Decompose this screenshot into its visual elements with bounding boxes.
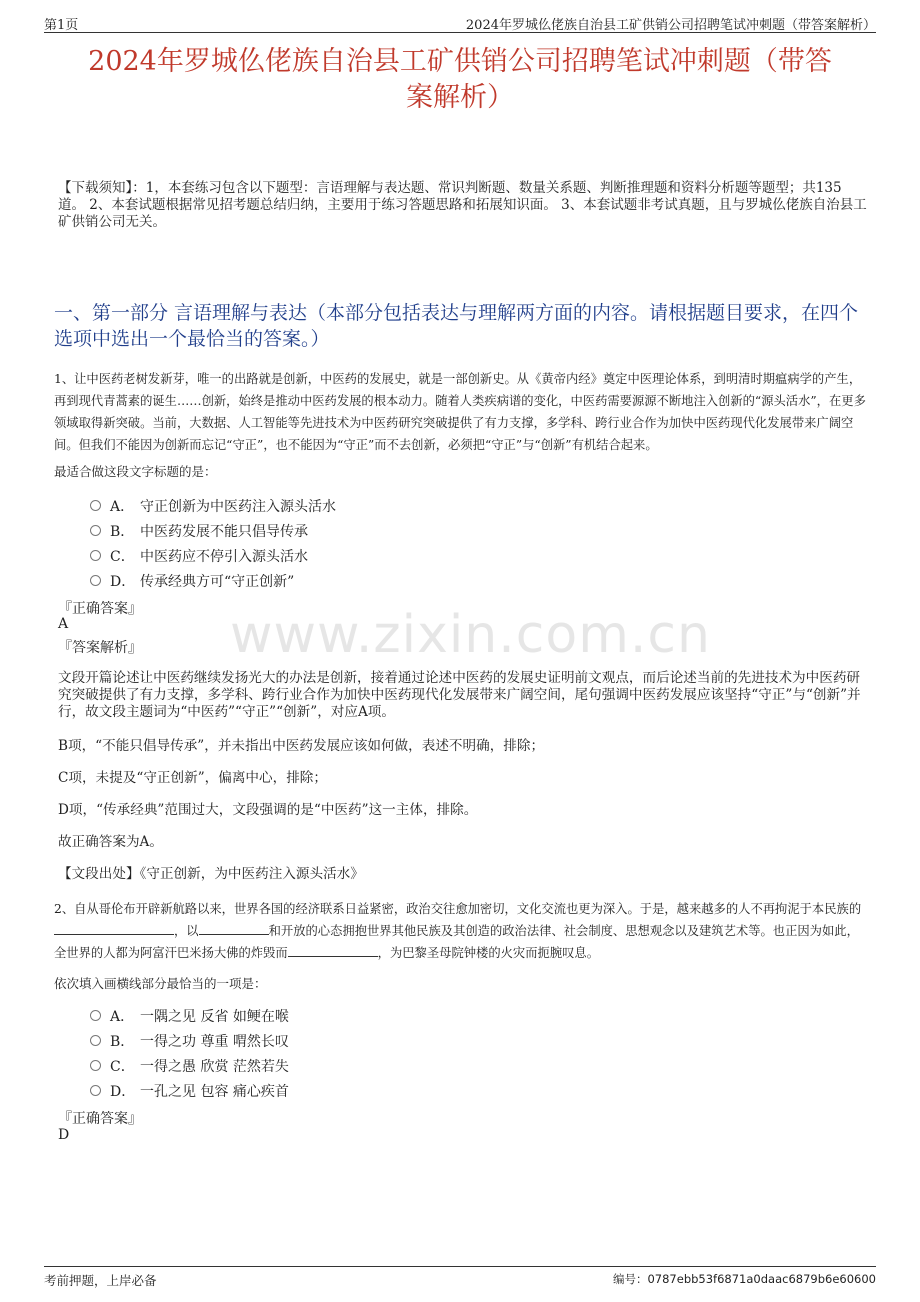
question-1-analysis-label: 『答案解析』 (58, 640, 142, 656)
question-1-option-c[interactable] (90, 543, 336, 568)
header-doc-title: 2024年罗城仫佬族自治县工矿供销公司招聘笔试冲刺题（带答案解析） (465, 18, 876, 33)
option-text: 中医药发展不能只倡导传承 (140, 523, 308, 540)
radio-icon[interactable] (90, 1035, 101, 1046)
question-1-prompt: 最适合做这段文字标题的是： (54, 464, 217, 479)
radio-icon[interactable] (90, 550, 101, 561)
option-text: 守正创新为中医药注入源头活水 (140, 498, 336, 515)
question-1-answer: A (58, 616, 69, 632)
question-2-text-part-4: ，为巴黎圣母院钟楼的火灾而扼腕叹息。 (377, 946, 600, 960)
radio-icon[interactable] (90, 525, 101, 536)
question-1-option-b[interactable] (90, 518, 336, 543)
question-1-analysis-p5: 故正确答案为A。 (58, 834, 163, 850)
radio-icon[interactable] (90, 1010, 101, 1021)
page-number: 第1页 (44, 18, 79, 33)
option-letter: A． (110, 1008, 135, 1025)
question-2-text-part-1: 2、自从哥伦布开辟新航路以来，世界各国的经济联系日益紧密，政治交往愈加密切，文化交流也更为深入。于是，越来越多的人不再拘泥于本民族的 (54, 902, 862, 916)
option-letter: A． (110, 498, 135, 515)
question-2-options (90, 1003, 289, 1103)
page-header (44, 12, 876, 33)
blank-1[interactable] (54, 922, 174, 935)
option-text: 一孔之见 包容 痛心疾首 (140, 1083, 289, 1100)
radio-icon[interactable] (90, 500, 101, 511)
question-2-option-c[interactable] (90, 1053, 289, 1078)
question-1-option-a[interactable] (90, 493, 336, 518)
question-1-analysis-p2: B项，“不能只倡导传承”，并未指出中医药发展应该如何做，表述不明确，排除； (58, 738, 545, 754)
footer-slogan: 考前押题，上岸必备 (44, 1273, 157, 1288)
blank-3[interactable] (288, 944, 378, 957)
option-text: 一隅之见 反省 如鲠在喉 (140, 1008, 289, 1025)
question-1-analysis-p1: 文段开篇论述让中医药继续发扬光大的办法是创新，接着通过论述中医药的发展史证明前文观点，而后论述当前的先进技术为中医药研究突破提供了有力支撑，多学科、跨行业合作为加快中医药现代化发展带来广阔空间，尾句强调中医药发展应该坚持“守正”与“创新”并行，故文段主题词为“中医药”“守正”“创新”，对应A项。 (58, 670, 861, 720)
document-title (50, 44, 870, 116)
option-text: 传承经典方可“守正创新” (140, 573, 295, 590)
question-2-option-a[interactable] (90, 1003, 289, 1028)
document-title-line-2: 案解析） (406, 82, 514, 113)
section-heading: 一、第一部分 言语理解与表达（本部分包括表达与理解两方面的内容。请根据题目要求，在四个选项中选出一个最恰当的答案。） (54, 302, 859, 350)
question-1-option-d[interactable] (90, 568, 336, 593)
question-1-options (90, 493, 336, 593)
question-2-prompt: 依次填入画横线部分最恰当的一项是： (54, 976, 267, 991)
radio-icon[interactable] (90, 575, 101, 586)
blank-2[interactable] (199, 922, 269, 935)
radio-icon[interactable] (90, 1085, 101, 1096)
option-letter: D． (110, 1083, 136, 1100)
download-notice: 【下载须知】：1，本套练习包含以下题型：言语理解与表达题、常识判断题、数量关系题、判断推理题和资料分析题等题型；共135道。 2、本套试题根据常见招考题总结归纳，主要用于练习答题思路和拓展知识面。 3、本套试题非考试真题，且与罗城仫佬族自治县工矿供销公司无关。 (58, 180, 867, 230)
question-2-text-part-3: 和开放的心态拥抱世界其他民族及其创造的政治法律、社会制度、思想观念以及建筑艺术等。也正因为如此，全世界的人都为阿富汗巴米扬大佛的炸毁而 (54, 924, 859, 960)
watermark: www.zixin.com.cn (230, 605, 711, 665)
question-2-answer: D (58, 1127, 70, 1143)
footer-doc-id: 编号：0787ebb53f6871a0daac6879b6e60600 (612, 1272, 876, 1286)
question-1-text: 1、让中医药老树发新芽，唯一的出路就是创新，中医药的发展史，就是一部创新史。从《黄帝内经》奠定中医理论体系，到明清时期瘟病学的产生，再到现代青蒿素的诞生……创新，始终是推动中医药发展的根本动力。随着人类疾病谱的变化，中医药需要源源不断地注入创新的“源头活水”，在更多领域取得新突破。当前，大数据、人工智能等先进技术为中医药研究突破提供了有力支撑，多学科、跨行业合作为加快中医药现代化发展带来广阔空间。但我们不能因为创新而忘记“守正”，也不能因为“守正”而不去创新，必须把“守正”与“创新”有机结合起来。 (54, 372, 866, 452)
question-1-answer-label: 『正确答案』 (58, 601, 142, 617)
option-letter: C． (110, 1058, 135, 1075)
page-footer (44, 1266, 876, 1287)
question-1-analysis-p3: C项，未提及“守正创新”，偏离中心，排除； (58, 770, 327, 786)
question-2-text (54, 898, 868, 964)
question-2-text-part-2: ，以 (174, 924, 199, 938)
question-2-option-b[interactable] (90, 1028, 289, 1053)
option-text: 中医药应不停引入源头活水 (140, 548, 308, 565)
question-1-source: 【文段出处】《守正创新，为中医药注入源头活水》 (58, 866, 364, 882)
option-letter: D． (110, 573, 136, 590)
document-title-line-1: 2024年罗城仫佬族自治县工矿供销公司招聘笔试冲刺题（带答 (88, 46, 832, 77)
option-letter: C． (110, 548, 135, 565)
option-text: 一得之愚 欣赏 茫然若失 (140, 1058, 289, 1075)
question-2-option-d[interactable] (90, 1078, 289, 1103)
question-2-answer-label: 『正确答案』 (58, 1111, 142, 1127)
option-text: 一得之功 尊重 喟然长叹 (140, 1033, 289, 1050)
question-1-analysis-p4: D项，“传承经典”范围过大，文段强调的是“中医药”这一主体，排除。 (58, 802, 478, 818)
option-letter: B． (110, 1033, 135, 1050)
option-letter: B． (110, 523, 135, 540)
radio-icon[interactable] (90, 1060, 101, 1071)
